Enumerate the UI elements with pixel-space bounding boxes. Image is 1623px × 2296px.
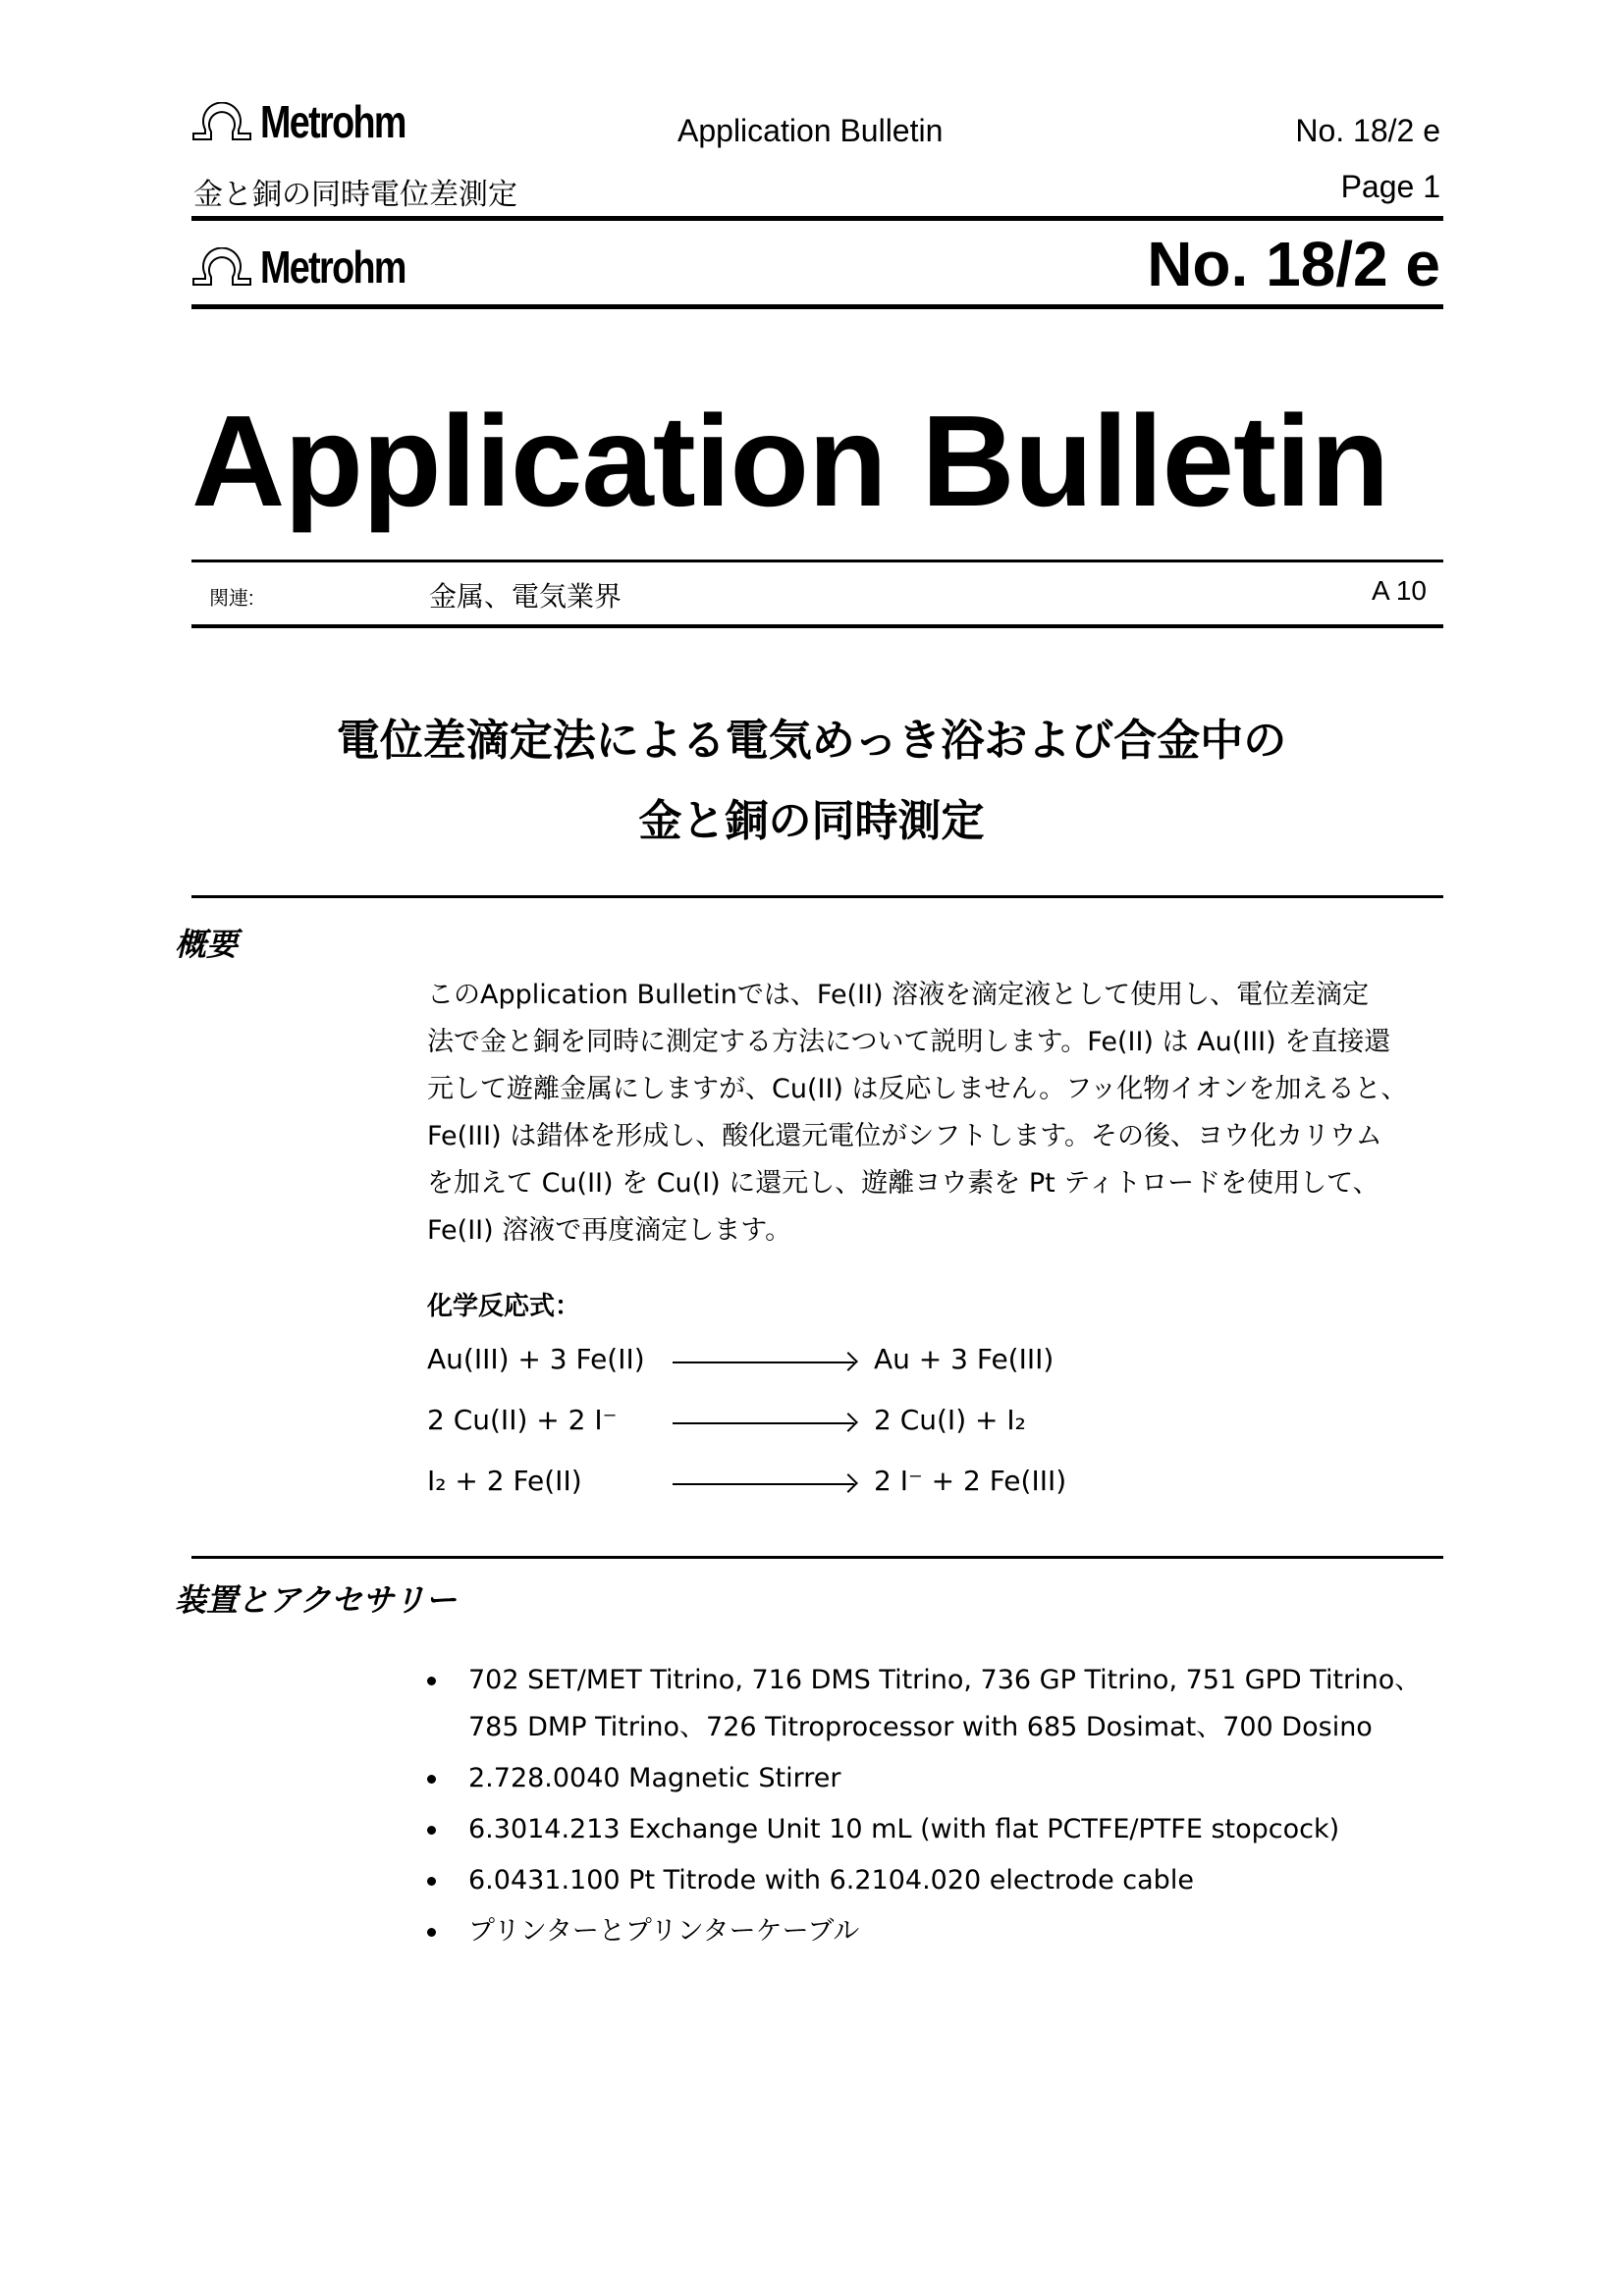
banner-bulletin-number: No. 18/2 e (1147, 229, 1440, 299)
logo-wordmark: Metrohm (260, 241, 406, 293)
summary-line: を加えて Cu(II) を Cu(I) に還元し、遊離ヨウ素を Pt ティトロードを使用して、 (427, 1168, 1380, 1199)
reaction-products: Au + 3 Fe(III) (874, 1343, 1055, 1375)
equipment-item-text: 6.0431.100 Pt Titrode with 6.2104.020 electrode cable (468, 1865, 1194, 1896)
bullet-icon (427, 1775, 436, 1784)
reaction-reactants: I₂ + 2 Fe(II) (427, 1465, 582, 1497)
metrohm-logo-banner (191, 243, 437, 291)
equipment-item-text: 2.728.0040 Magnetic Stirrer (468, 1763, 841, 1793)
bulletin-title: Application Bulletin (191, 389, 1389, 533)
reaction-row (427, 1343, 1311, 1382)
bullet-icon (427, 1928, 436, 1937)
bullet-icon (427, 1826, 436, 1835)
summary-line: 元して遊離金属にしますが、Cu(II) は反応しません。フッ化物イオンを加えると、 (427, 1074, 1408, 1104)
omega-logo-icon (191, 247, 252, 287)
omega-logo-icon (191, 102, 252, 141)
equipment-item (427, 1857, 1458, 1904)
header-title: Application Bulletin (677, 113, 944, 148)
reaction-row (427, 1404, 1311, 1443)
equipment-item (427, 1755, 1458, 1802)
header-divider (191, 216, 1443, 221)
meta-bottom-divider (191, 624, 1443, 628)
bullet-icon (427, 1877, 436, 1886)
equipment-item (427, 1657, 1458, 1751)
equipment-item-text: プリンターとプリンターケーブル (468, 1916, 860, 1947)
equipment-item-text: 702 SET/MET Titrino, 716 DMS Titrino, 736 GP Titrino, 751 GPD Titrino、 785 DMP Titrino、726 Titroprocessor with 685 Dosimat、700 Dosino (468, 1665, 1422, 1742)
equipment-heading: 装置とアクセサリー (175, 1582, 458, 1618)
document-title-line-2: 金と銅の同時測定 (638, 797, 985, 845)
equipment-item-text: 6.3014.213 Exchange Unit 10 mL (with flat PCTFE/PTFE stopcock) (468, 1814, 1340, 1844)
equipment-item (427, 1806, 1458, 1853)
reaction-arrow-icon (673, 1362, 854, 1363)
reaction-arrow-icon (673, 1422, 854, 1424)
reaction-reactants: Au(III) + 3 Fe(II) (427, 1343, 645, 1375)
reaction-products: 2 Cu(I) + I₂ (874, 1404, 1026, 1436)
meta-code: A 10 (1371, 575, 1427, 606)
summary-line: このApplication Bulletinでは、Fe(II) 溶液を滴定液として使用し、電位差滴定 (427, 980, 1370, 1010)
document-title-line-1: 電位差滴定法による電気めっき浴および合金中の (336, 717, 1287, 765)
meta-label: 関連: (209, 588, 254, 610)
header-subject: 金と銅の同時電位差測定 (193, 179, 517, 211)
bullet-icon (427, 1677, 436, 1685)
meta-top-divider (191, 560, 1443, 562)
meta-industry: 金属、電気業界 (429, 581, 622, 612)
reaction-reactants: 2 Cu(II) + 2 I⁻ (427, 1404, 618, 1436)
reaction-row (427, 1465, 1311, 1504)
equipment-divider (191, 1556, 1443, 1559)
reaction-products: 2 I⁻ + 2 Fe(III) (874, 1465, 1067, 1497)
summary-paragraph (427, 972, 1468, 1255)
logo-wordmark: Metrohm (260, 96, 406, 147)
equipment-item (427, 1908, 1458, 1955)
summary-line: Fe(II) 溶液で再度滴定します。 (427, 1215, 792, 1246)
summary-heading: 概要 (175, 927, 239, 962)
header-page-number: Page 1 (1340, 169, 1440, 204)
header-bulletin-number: No. 18/2 e (1295, 113, 1440, 148)
summary-divider (191, 895, 1443, 898)
reaction-arrow-icon (673, 1483, 854, 1485)
metrohm-logo-header (191, 98, 437, 145)
equipment-list (427, 1657, 1458, 1959)
banner-divider (191, 304, 1443, 309)
summary-line: 法で金と銅を同時に測定する方法について説明します。Fe(II) は Au(III) を直接還 (427, 1027, 1391, 1057)
summary-line: Fe(III) は錯体を形成し、酸化還元電位がシフトします。その後、ヨウ化カリウム (427, 1121, 1382, 1151)
reactions-heading: 化学反応式： (427, 1292, 581, 1321)
